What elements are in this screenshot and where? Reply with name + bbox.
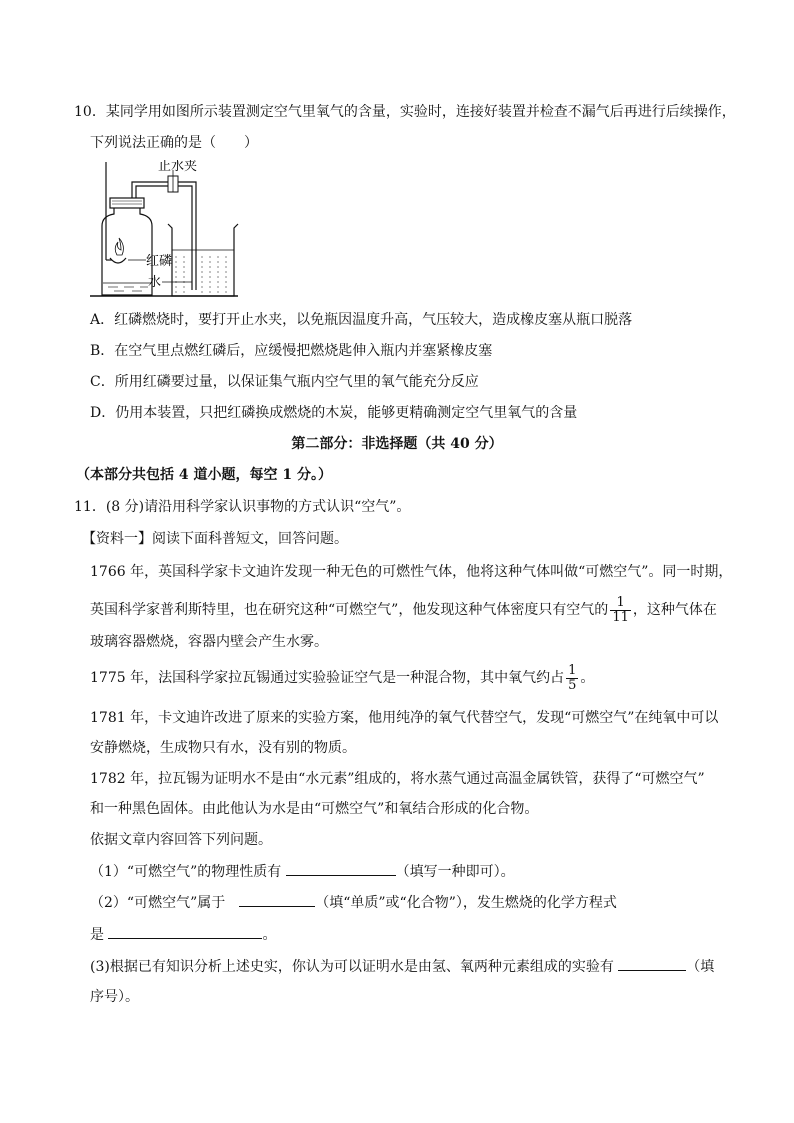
- q11-sub2-text: （2）“可燃空气”属于: [90, 895, 240, 911]
- q11-sub3-line2: 序号）。: [90, 989, 139, 1005]
- q11-p3-line1: 1781 年，卡文迪许改进了原来的实验方案，他用纯净的氧气代替空气，发现“可燃空气”在纯氧中可以: [90, 710, 719, 726]
- q11-p2-tail: 。: [580, 670, 595, 686]
- q10-stem-line1: 10．某同学用如图所示装置测定空气里氧气的含量，实验时，连接好装置并检查不漏气后再进行后续操作，: [74, 104, 736, 120]
- answer-blank-3[interactable]: [108, 924, 262, 939]
- fraction-numerator: 1: [568, 662, 577, 678]
- q11-sub2-lead: 是: [90, 927, 109, 943]
- answer-blank-2[interactable]: [239, 892, 315, 907]
- clamp-label: 止水夹: [158, 160, 198, 174]
- rubber-stopper: [110, 198, 144, 208]
- q10-stem-line2: 下列说法正确的是（ ）: [90, 135, 258, 151]
- q11-stem: 11．(8 分)请沿用科学家认识事物的方式认识“空气”。: [74, 499, 411, 515]
- q11-p3-line2: 安静燃烧，生成物只有水，没有别的物质。: [90, 740, 356, 756]
- answer-blank-1[interactable]: [286, 861, 396, 876]
- q11-sub2-end: 。: [262, 927, 277, 943]
- q11-sub1-text: （1）“可燃空气”的物理性质有: [90, 864, 286, 880]
- q11-p2-text: 1775 年，法国科学家拉瓦锡通过实验验证空气是一种混合物，其中氧气约占: [90, 670, 565, 686]
- q10-option-d: D．仍用本装置，只把红磷换成燃烧的木炭，能够更精确测定空气里氧气的含量: [90, 405, 578, 421]
- water-label: 水: [148, 275, 162, 290]
- part2-note: （本部分共包括 4 道小题，每空 1 分。）: [76, 467, 332, 483]
- q10-option-c: C．所用红磷要过量，以保证集气瓶内空气里的氧气能充分反应: [90, 374, 479, 390]
- fraction-1-11: [610, 596, 631, 625]
- answer-blank-4[interactable]: [618, 956, 686, 971]
- flame-icon: [115, 238, 123, 255]
- q11-p1-line1: 1766 年，英国科学家卡文迪许发现一种无色的可燃性气体，他将这种气体叫做“可燃空气”。同一时期，: [90, 564, 733, 580]
- q11-sub3-tail: （填: [686, 959, 715, 975]
- q11-sub2-line1: [90, 892, 617, 913]
- q11-p1-line2-tail: ，这种气体在: [632, 602, 717, 618]
- phosphorus-label: 红磷: [146, 254, 173, 269]
- part2-title: 第二部分：非选择题（共 40 分）: [291, 436, 503, 452]
- fraction-denominator: 5: [568, 677, 577, 693]
- q11-sub3-text: (3)根据已有知识分析上述史实，你认为可以证明水是由氢、氧两种元素组成的实验有: [90, 959, 619, 975]
- q10-option-a: A．红磷燃烧时，要打开止水夹，以免瓶因温度升高，气压较大，造成橡皮塞从瓶口脱落: [90, 312, 633, 328]
- q11-sub1: [90, 861, 515, 882]
- fraction-numerator: 1: [610, 596, 631, 611]
- q10-option-b: B．在空气里点燃红磷后，应缓慢把燃烧匙伸入瓶内并塞紧橡皮塞: [90, 343, 493, 359]
- combustion-spoon: [110, 258, 126, 263]
- gas-jar: [102, 206, 152, 295]
- q11-sub2-tail: （填“单质”或“化合物”），发生燃烧的化学方程式: [315, 895, 617, 911]
- fraction-1-5: [566, 664, 578, 693]
- q11-sub1-tail: （填写一种即可）。: [395, 864, 515, 880]
- q11-sub2-line2: [90, 924, 276, 945]
- q11-sub3-line1: [90, 956, 714, 977]
- q11-instruction: 依据文章内容回答下列问题。: [90, 832, 272, 848]
- q11-p1-line2-text: 英国科学家普利斯特里，也在研究这种“可燃空气”，他发现这种气体密度只有空气的: [90, 602, 609, 618]
- q11-material-title: 【资料一】阅读下面科普短文，回答问题。: [82, 531, 348, 547]
- q11-p4-line2: 和一种黑色固体。由此他认为水是由“可燃空气”和氧结合形成的化合物。: [90, 801, 539, 817]
- experiment-apparatus-diagram: [88, 160, 258, 300]
- q11-p4-line1: 1782 年，拉瓦锡为证明水不是由“水元素”组成的，将水蒸气通过高温金属铁管，获得了“可燃空气”: [90, 771, 705, 787]
- q11-p1-line3: 玻璃容器燃烧，容器内壁会产生水雾。: [90, 634, 328, 650]
- beaker: [168, 224, 238, 296]
- q11-p1-line2: [90, 592, 717, 628]
- q11-p2: [90, 660, 594, 696]
- fraction-denominator: 11: [612, 609, 629, 625]
